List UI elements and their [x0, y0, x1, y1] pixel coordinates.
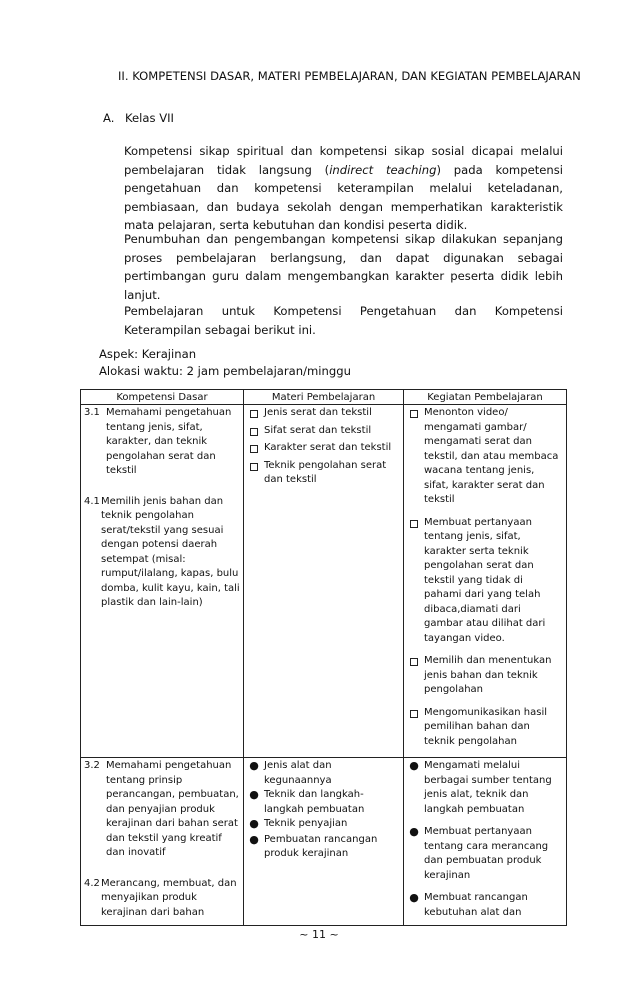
subsection-title: Kelas VII [125, 111, 174, 125]
list-item: ● Membuat pertanyaan tentang cara merancang dan pembuatan produk kerajinan [409, 825, 549, 881]
dot-bullet-icon: ● [249, 817, 259, 830]
kd-text: Memahami pengetahuan tentang jenis, sifat, karakter, dan teknik pengolahan serat dan tekstil [106, 407, 232, 476]
list-item: ● Teknik penyajian [249, 817, 348, 830]
paragraph-3: Pembelajaran untuk Kompetensi Pengetahuan dan Kompetensi Keterampilan sebagai berikut ini. [124, 304, 563, 337]
kompetensi-dasar-cell [81, 758, 244, 926]
kegiatan-list [404, 405, 566, 749]
kd-number: 3.2 [84, 760, 100, 771]
list-item: Memilih dan menentukan jenis bahan dan teknik pengolahan [404, 654, 562, 698]
dot-bullet-icon: ● [409, 759, 419, 772]
paragraph-1-italic: indirect teaching [329, 162, 437, 177]
kd-number: 4.1 [84, 495, 100, 507]
kegiatan-cell [404, 758, 567, 926]
list-item: ● Membuat rancangan kebutuhan alat dan [409, 891, 528, 918]
materi-list [244, 405, 403, 488]
header-kompetensi-dasar: Kompetensi Dasar [81, 390, 244, 405]
subsection-heading [103, 111, 174, 125]
kd-number: 3.1 [84, 407, 100, 418]
page-number: ~ 11 ~ [299, 928, 339, 941]
paragraph-1 [124, 142, 563, 235]
kd-text: Memahami pengetahuan tentang prinsip perancangan, pembuatan, dan penyajian produk kerajinan dari bahan serat dan tekstil yang kreatif dan inovatif [106, 760, 239, 858]
section-heading: II. KOMPETENSI DASAR, MATERI PEMBELAJARAN, DAN KEGIATAN PEMBELAJARAN [118, 69, 581, 83]
kd-item [84, 406, 241, 479]
header-materi-pembelajaran: Materi Pembelajaran [244, 390, 404, 405]
kegiatan-cell [404, 405, 567, 758]
list-item: Membuat pertanyaan tentang jenis, sifat, karakter serta teknik pengolahan serat dan tekstil yang tidak di pahami dari yang telah dibaca,diamati dari gambar atau dilihat dari tayangan video. [404, 516, 562, 647]
kd-number: 4.2 [84, 877, 100, 889]
list-item: Sifat serat dan tekstil [244, 424, 399, 442]
materi-cell [244, 758, 404, 926]
kegiatan-list [404, 758, 566, 920]
dot-bullet-icon: ● [249, 759, 259, 772]
list-item: ● Pembuatan rancangan produk kerajinan [249, 832, 378, 859]
square-bullet-icon [250, 463, 258, 471]
materi-list [244, 758, 403, 862]
dot-bullet-icon: ● [249, 788, 259, 801]
square-bullet-icon [410, 520, 418, 528]
list-item: Jenis serat dan tekstil [244, 406, 399, 424]
list-item: ● Jenis alat dan kegunaannya [249, 759, 332, 786]
square-bullet-icon [410, 658, 418, 666]
list-item: Menonton video/ mengamati gambar/ mengamati serat dan tekstil, dan atau membaca wacana tentang jenis, sifat, karakter serat dan tekstil [404, 406, 562, 508]
kd-item [84, 759, 241, 861]
square-bullet-icon [250, 445, 258, 453]
square-bullet-icon [250, 428, 258, 436]
aspek-label: Aspek: Kerajinan [99, 347, 197, 361]
square-bullet-icon [410, 710, 418, 718]
list-item: Karakter serat dan tekstil [244, 441, 399, 459]
list-item: ● Mengamati melalui berbagai sumber tentang jenis alat, teknik dan langkah pembuatan [409, 759, 552, 815]
kd-item [84, 495, 241, 611]
alokasi-waktu-label: Alokasi waktu: 2 jam pembelajaran/minggu [99, 364, 351, 378]
dot-bullet-icon: ● [249, 832, 259, 846]
list-item: ● Teknik dan langkah-langkah pembuatan [249, 788, 365, 815]
kd-text: Merancang, membuat, dan menyajikan produk kerajinan dari bahan [101, 877, 237, 918]
paragraph-1-start: Kompetensi sikap spiritual dan kompetensi sikap sosial dicapai melalui pembelajaran tidak langsung ( [124, 144, 563, 177]
subsection-label: A. [103, 111, 115, 125]
list-item: Mengomunikasikan hasil pemilihan bahan dan teknik pengolahan [404, 706, 562, 750]
table-row [81, 405, 567, 758]
dot-bullet-icon: ● [409, 825, 419, 838]
header-kegiatan-pembelajaran: Kegiatan Pembelajaran [404, 390, 567, 405]
square-bullet-icon [410, 410, 418, 418]
paragraph-2: Penumbuhan dan pengembangan kompetensi sikap dilakukan sepanjang proses pembelajaran berlangsung, dan dapat digunakan sebagai pertimbangan guru dalam mengembangkan karakter peserta didik lebih lanjut. [124, 232, 563, 302]
kd-item [84, 877, 241, 921]
kompetensi-dasar-cell [81, 405, 244, 758]
paragraph-1-end: ) pada kompetensi pengetahuan dan kompetensi keterampilan melalui keteladanan, pembiasaan, dan budaya sekolah dengan memperhatikan karakteristik mata pelajaran, serta kebutuhan dan kondisi peserta didik. [124, 162, 563, 232]
table-header-row [81, 390, 567, 405]
table-row [81, 758, 567, 926]
competency-table [80, 389, 567, 926]
materi-cell [244, 405, 404, 758]
dot-bullet-icon: ● [409, 891, 419, 904]
list-item: Teknik pengolahan serat dan tekstil [244, 459, 399, 488]
square-bullet-icon [250, 410, 258, 418]
kd-text: Memilih jenis bahan dan teknik pengolahan serat/tekstil yang sesuai dengan potensi daerah setempat (misal: rumput/ilalang, kapas, bulu domba, kulit kayu, kain, tali plastik dan lain-lain) [101, 495, 240, 608]
